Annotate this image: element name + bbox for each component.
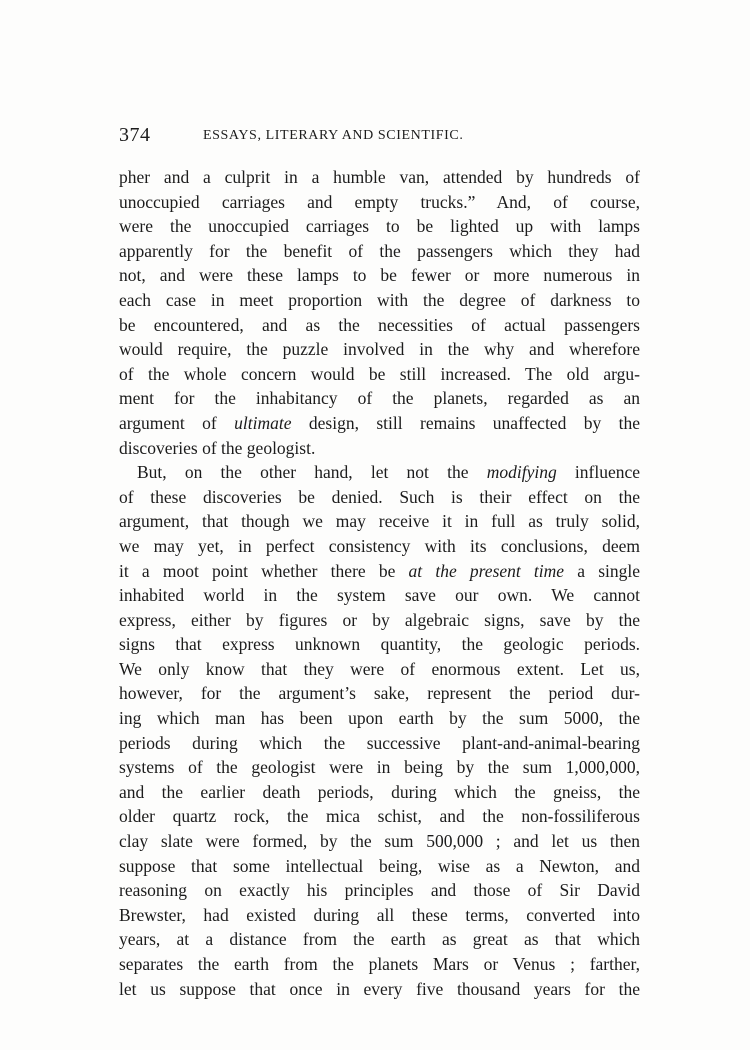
page-number: 374 xyxy=(119,124,151,146)
page-header xyxy=(119,120,639,150)
text-line: reasoning on exactly his principles and those of Sir David xyxy=(119,880,640,901)
text-line xyxy=(119,559,640,584)
text-line: let us suppose that once in every five thousand years for the xyxy=(119,978,640,999)
italic-phrase: modifying xyxy=(486,462,557,483)
text-line: apparently for the benefit of the passengers which they had xyxy=(119,240,640,261)
text-line: ing which man has been upon earth by the sum 5000, the xyxy=(119,708,640,729)
text-line: argument, that though we may receive it in full as truly solid, xyxy=(119,511,640,532)
text-segment: influence xyxy=(556,462,641,483)
text-line: older quartz rock, the mica schist, and the non-fossiliferous xyxy=(119,806,640,827)
text-line: inhabited world in the system save our own. We cannot xyxy=(119,585,640,606)
text-line: express, either by figures or by algebraic signs, save by the xyxy=(119,609,640,630)
text-line: unoccupied carriages and empty trucks.” And, of course, xyxy=(119,191,640,212)
body-text xyxy=(119,165,640,1001)
text-line: separates the earth from the planets Mars or Venus ; farther, xyxy=(119,954,640,974)
text-line: we may yet, in perfect consistency with its conclusions, deem xyxy=(119,535,640,556)
text-line: We only know that they were of enormous extent. Let us, xyxy=(119,658,640,679)
text-segment: But, on the other hand, let not the xyxy=(137,462,487,483)
text-line: pher and a culprit in a humble van, attended by hundreds of xyxy=(119,167,640,187)
text-line: ment for the inhabitancy of the planets, regarded as an xyxy=(119,388,640,409)
italic-phrase: ultimate xyxy=(234,412,292,433)
text-line: clay slate were formed, by the sum 500,000 ; and let us then xyxy=(119,831,640,852)
text-line: were the unoccupied carriages to be lighted up with lamps xyxy=(119,216,640,237)
text-line: however, for the argument’s sake, represent the period dur- xyxy=(119,683,640,704)
text-line: systems of the geologist were in being by the sum 1,000,000, xyxy=(119,757,640,778)
text-line: periods during which the successive plant-and-animal-bearing xyxy=(119,732,640,753)
running-head: ESSAYS, LITERARY AND SCIENTIFIC. xyxy=(203,128,464,143)
text-line xyxy=(119,411,640,436)
text-line: suppose that some intellectual being, wise as a Newton, and xyxy=(119,855,640,876)
text-line: of the whole concern would be still increased. The old argu- xyxy=(119,363,640,384)
text-segment: it a moot point whether there be xyxy=(119,560,409,581)
text-segment: a single xyxy=(564,560,641,581)
text-line: of these discoveries be denied. Such is their effect on the xyxy=(119,486,640,507)
text-line: would require, the puzzle involved in the why and wherefore xyxy=(119,339,640,360)
text-line: signs that express unknown quantity, the geologic periods. xyxy=(119,634,640,655)
italic-phrase: at the present time xyxy=(408,560,565,581)
text-line: be encountered, and as the necessities of actual passengers xyxy=(119,314,640,335)
text-line: discoveries of the geologist. xyxy=(119,437,316,458)
text-line: each case in meet proportion with the degree of darkness to xyxy=(119,289,640,310)
text-line: years, at a distance from the earth as great as that which xyxy=(119,929,640,950)
text-line: and the earlier death periods, during which the gneiss, the xyxy=(119,781,640,802)
text-line: not, and were these lamps to be fewer or more numerous in xyxy=(119,265,640,286)
text-line xyxy=(119,460,640,485)
text-segment: argument of xyxy=(119,412,235,433)
text-segment: design, still remains unaffected by the xyxy=(291,412,640,433)
text-line: Brewster, had existed during all these terms, converted into xyxy=(119,904,640,925)
